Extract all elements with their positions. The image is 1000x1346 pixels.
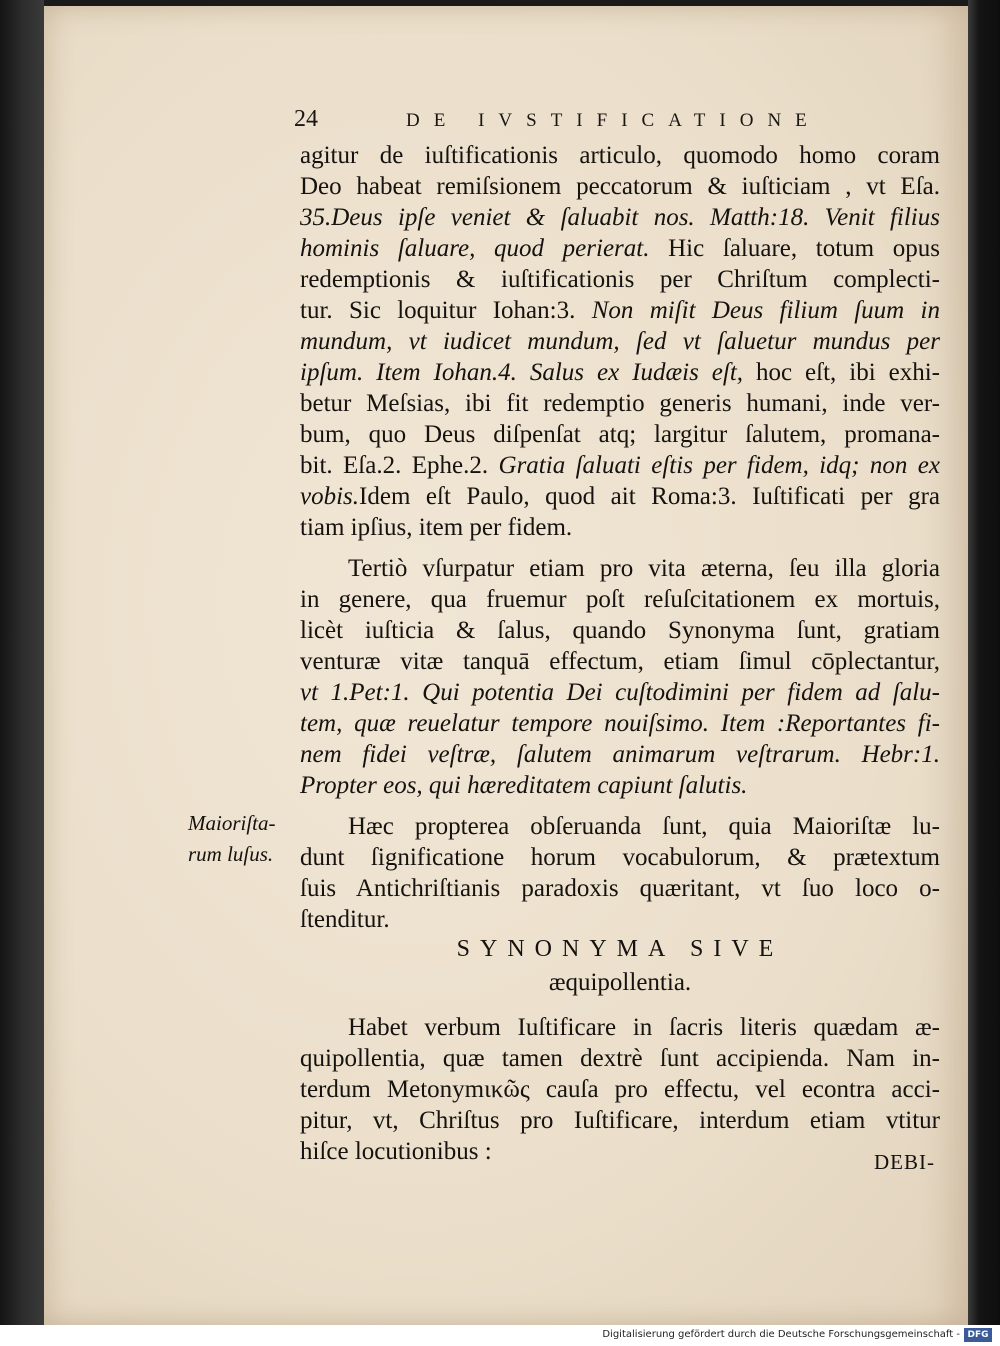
page-body-lower [300,1012,940,1167]
text-line [300,295,940,326]
text-segment: redemptionis & iuſtificationis per Chriſtum complecti- [300,266,940,293]
italic-text-segment: ipſum. Item Iohan.4. Salus ex Iudæis eſt, [300,359,744,386]
italic-text-segment: 35.Deus ipſe veniet & ſaluabit nos. Matth:18. Venit filius [300,204,940,231]
text-segment: dunt ſignificatione horum vocabulorum, & prætextum [300,844,940,871]
text-line [300,326,940,357]
text-segment: bum, quo Deus diſpenſat atq; largitur ſalutem, promana- [300,421,940,448]
running-title: DE IVSTIFICATIONE [406,110,821,131]
text-line [300,873,940,904]
text-line [300,140,940,171]
heading-title: SYNONYMA SIVE [456,936,784,962]
text-line [300,1074,940,1105]
margin-note-line: Maioriſta- [188,811,276,835]
text-line [300,357,940,388]
text-line [300,1043,940,1074]
text-segment: Deo habeat remiſsionem peccatorum & iuſticiam , vt Eſa. [300,173,940,200]
text-segment: ſtenditur. [300,906,390,933]
italic-text-segment: Non miſit Deus filium ſuum in [591,297,940,324]
text-segment: bit. Eſa.2. Ephe.2. [300,452,499,479]
italic-text-segment: mundum, vt iudicet mundum, ſed vt ſaluetur mundus per [300,328,940,355]
text-segment: Hæc propterea obſeruanda ſunt, quia Maioriſtæ lu- [348,813,940,840]
italic-text-segment: Gratia ſaluati eſtis per fidem, idq; non ex [498,452,940,479]
text-segment: Hic ſaluare, totum opus [649,235,940,262]
text-line [300,677,940,708]
footer-credit: Digitalisierung gefördert durch die Deutsche Forschungsgemeinschaft - [602,1329,960,1340]
footer-bar [0,1325,1000,1346]
paragraph-4 [300,1012,940,1167]
text-segment: agitur de iuſtificationis articulo, quomodo homo coram [300,142,940,169]
text-segment: Tertiò vſurpatur etiam pro vita æterna, ſeu illa gloria [348,555,940,582]
margin-note-line: rum luſus. [188,842,274,866]
text-line [300,450,940,481]
text-line [300,1105,940,1136]
text-segment: venturæ vitæ tanquā effectum, etiam ſimul cōplectantur, [300,648,940,675]
page-body [300,140,940,935]
text-segment: tiam ipſius, item per fidem. [300,514,573,541]
text-line [300,202,940,233]
page-number: 24 [294,106,318,132]
text-line [300,646,940,677]
text-segment: hoc eſt, ibi exhi- [743,359,940,386]
text-line [300,811,940,842]
page-header [294,102,944,136]
paragraph-1 [300,140,940,543]
italic-text-segment: vobis. [300,483,360,510]
text-line [300,842,940,873]
text-line [300,770,940,801]
text-line [300,419,940,450]
catchword: DEBI- [874,1150,935,1174]
text-segment: quipollentia, quæ tamen dextrè ſunt accipienda. Nam in- [300,1045,940,1072]
text-segment: Habet verbum Iuſtificare in ſacris literis quædam æ- [348,1014,940,1041]
text-segment: terdum Metonymικῶς cauſa pro effectu, vel econtra acci- [300,1076,940,1103]
heading-subtitle: æquipollentia. [548,969,692,996]
italic-text-segment: vt 1.Pet:1. Qui potentia Dei cuſtodimini per fidem ad ſalu- [300,679,940,706]
section-heading [300,932,940,1000]
text-line [300,1012,940,1043]
text-line [300,171,940,202]
text-line [300,512,940,543]
text-segment: hiſce locutionibus : [300,1138,492,1165]
text-line [300,708,940,739]
text-segment: licèt iuſticia & ſalus, quando Synonyma ſunt, gratiam [300,617,940,644]
text-line [300,264,940,295]
text-segment: Idem eſt Paulo, quod ait Roma:3. Iuſtificati per gra [359,483,940,510]
text-segment: in genere, qua fruemur poſt reſuſcitationem ex mortuis, [300,586,940,613]
paragraph-2 [300,553,940,801]
text-segment: tur. Sic loquitur Iohan:3. [300,297,592,324]
italic-text-segment: hominis ſaluare, quod perierat. [300,235,650,262]
text-line [300,615,940,646]
scanner-edge-right [968,0,1000,1325]
paragraph-3 [300,811,940,935]
text-line [300,904,940,935]
dfg-logo: DFG [964,1328,992,1342]
text-segment: pitur, vt, Chriſtus pro Iuſtificare, interdum etiam vtitur [300,1107,940,1134]
text-line [300,388,940,419]
italic-text-segment: tem, quæ reuelatur tempore nouiſsimo. Item :Reportantes fi- [300,710,940,737]
text-line [300,481,940,512]
text-line [300,553,940,584]
margin-note [188,808,298,870]
italic-text-segment: Propter eos, qui hæreditatem capiunt ſalutis. [300,772,748,799]
scanner-edge-left [0,0,44,1325]
text-segment: betur Meſsias, ibi fit redemptio generis humani, inde ver- [300,390,940,417]
italic-text-segment: nem fidei veſtræ, ſalutem animarum veſtrarum. Hebr:1. [300,741,940,768]
text-line [300,1136,940,1167]
text-line [300,233,940,264]
text-segment: ſuis Antichriſtianis paradoxis quæritant, vt ſuo loco o- [300,875,940,902]
text-line [300,584,940,615]
text-line [300,739,940,770]
